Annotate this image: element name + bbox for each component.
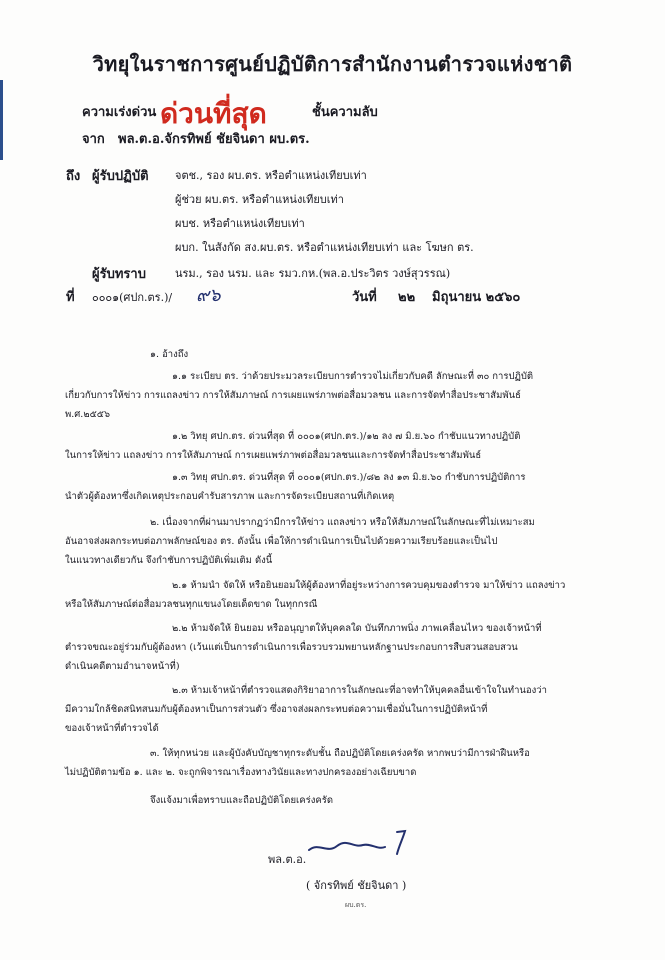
handwritten-number: ๙๖ [196, 285, 221, 306]
action-line-3: ผบช. หรือตำแหน่งเทียบเท่า [175, 217, 305, 230]
signature-name: ( จักรทิพย์ ชัยจินดา ) [306, 879, 407, 892]
action-line-1: จตช., รอง ผบ.ตร. หรือตำแหน่งเทียบเท่า [175, 169, 367, 182]
memo-title: วิทยุในราชการศูนย์ปฏิบัติการสำนักงานตำรวจแห่งชาติ [92, 52, 573, 76]
body-line: หรือให้สัมภาษณ์ต่อสื่อมวลชนทุกแขนงโดยเด็ดขาด ในทุกกรณี [65, 599, 318, 610]
body-line: ในแนวทางเดียวกัน จึงกำชับการปฏิบัติเพิ่มเติม ดังนี้ [65, 555, 273, 566]
body-line: ๒.๒ ห้ามจัดให้ ยินยอม หรืออนุญาตให้บุคคลใด บันทึกภาพนิ่ง ภาพเคลื่อนไหว ของเจ้าหน้าที่ [172, 623, 542, 634]
page-edge-marker [0, 80, 3, 160]
date-month-year: มิถุนายน ๒๕๖๐ [432, 290, 521, 305]
date-label: วันที่ [352, 290, 377, 305]
body-line: ๑.๒ วิทยุ ศปก.ตร. ด่วนที่สุด ที่ ๐๐๐๑(ศปก.ตร.)/๑๒ ลง ๗ มิ.ย.๖๐ กำชับแนวทางปฏิบัติ [172, 431, 521, 442]
handwritten-signature [305, 826, 415, 862]
body-line: ๑.๑ ระเบียบ ตร. ว่าด้วยประมวลระเบียบการตำรวจไม่เกี่ยวกับคดี ลักษณะที่ ๓๐ การปฏิบัติ [172, 371, 534, 382]
body-line: ๒.๑ ห้ามนำ จัดให้ หรือยินยอมให้ผู้ต้องหาที่อยู่ระหว่างการควบคุมของตำรวจ มาให้ข่าว แถลงข่าว [172, 580, 566, 591]
body-line: เกี่ยวกับการให้ข่าว การแถลงข่าว การให้สัมภาษณ์ การเผยแพร่ภาพต่อสื่อมวลชน และการจัดทำสื่อประชาสัมพันธ์ [65, 390, 521, 401]
action-label: ผู้รับปฏิบัติ [92, 169, 149, 184]
body-line: ตำรวจขณะอยู่ร่วมกับผู้ต้องหา (เว้นแต่เป็นการดำเนินการเพื่อรวบรวมพยานหลักฐานประกอบการสืบสวนสอบสวน [65, 642, 518, 653]
body-line: พ.ศ.๒๕๕๖ [65, 409, 111, 420]
number-value: ๐๐๐๑(ศปก.ตร.)/ [92, 291, 173, 304]
body-line: ๒.๓ ห้ามเจ้าหน้าที่ตำรวจแสดงกิริยาอาการในลักษณะที่อาจทำให้บุคคลอื่นเข้าใจในทำนองว่า [172, 685, 547, 696]
date-day: ๒๒ [398, 290, 416, 305]
signature-rank: พล.ต.อ. [268, 853, 307, 866]
action-line-2: ผู้ช่วย ผบ.ตร. หรือตำแหน่งเทียบเท่า [175, 193, 344, 206]
body-line: ในการให้ข่าว แถลงข่าว การให้สัมภาษณ์ การเผยแพร่ภาพต่อสื่อมวลชนและการจัดทำสื่อประชาสัมพันธ์ [65, 450, 482, 461]
urgency-value: ด่วนที่สุด [160, 97, 267, 130]
body-line: จึงแจ้งมาเพื่อทราบและถือปฏิบัติโดยเคร่งครัด [150, 795, 333, 806]
body-line: ๓. ให้ทุกหน่วย และผู้บังคับบัญชาทุกระดับชั้น ถือปฏิบัติโดยเคร่งครัด หากพบว่ามีการฝ่าฝืนหรือ [150, 748, 530, 759]
body-line: ดำเนินคดีตามอำนาจหน้าที่) [65, 661, 180, 672]
action-line-4: ผบก. ในสังกัด สง.ผบ.ตร. หรือตำแหน่งเทียบเท่า และ โฆษก ตร. [175, 241, 474, 254]
body-line: ๑.๓ วิทยุ ศปก.ตร. ด่วนที่สุด ที่ ๐๐๐๑(ศปก.ตร.)/๘๒ ลง ๑๓ มิ.ย.๖๐ กำชับการปฏิบัติการ [172, 472, 526, 483]
body-line: ของเจ้าหน้าที่ตำรวจได้ [65, 723, 159, 734]
body-line: อันอาจส่งผลกระทบต่อภาพลักษณ์ของ ตร. ดังนั้น เพื่อให้การดำเนินการเป็นไปด้วยความเรียบร้อยและเป็นไป [65, 536, 498, 547]
body-line: นำตัวผู้ต้องหาซึ่งเกิดเหตุประกอบคำรับสารภาพ และการจัดระเบียบสถานที่เกิดเหตุ [65, 491, 395, 502]
body-line: ๒. เนื่องจากที่ผ่านมาปรากฏว่ามีการให้ข่าว แถลงข่าว หรือให้สัมภาษณ์ในลักษณะที่ไม่เหมาะสม [150, 517, 535, 528]
signature-footer: ผบ.ตร. [345, 901, 367, 909]
from-value: พล.ต.อ.จักรทิพย์ ชัยจินดา ผบ.ตร. [118, 132, 310, 147]
body-line: ๑. อ้างถึง [150, 349, 189, 360]
body-line: มีความใกล้ชิดสนิทสนมกับผู้ต้องหาเป็นการส่วนตัว ซึ่งอาจส่งผลกระทบต่อความเชื่อมั่นในการปฏิบัติหน้าที่ [65, 704, 488, 715]
to-label: ถึง [66, 169, 81, 184]
from-label: จาก [82, 132, 105, 147]
info-label: ผู้รับทราบ [92, 267, 146, 282]
secrecy-label: ชั้นความลับ [312, 105, 378, 120]
body-line: ไม่ปฏิบัติตามข้อ ๑. และ ๒. จะถูกพิจารณาเรื่องทางวินัยและทางปกครองอย่างเฉียบขาด [65, 767, 417, 778]
info-value: นรม., รอง นรม. และ รมว.กห.(พล.อ.ประวิตร วงษ์สุวรรณ) [175, 267, 451, 280]
urgency-label: ความเร่งด่วน [82, 105, 157, 120]
number-label: ที่ [66, 290, 75, 305]
